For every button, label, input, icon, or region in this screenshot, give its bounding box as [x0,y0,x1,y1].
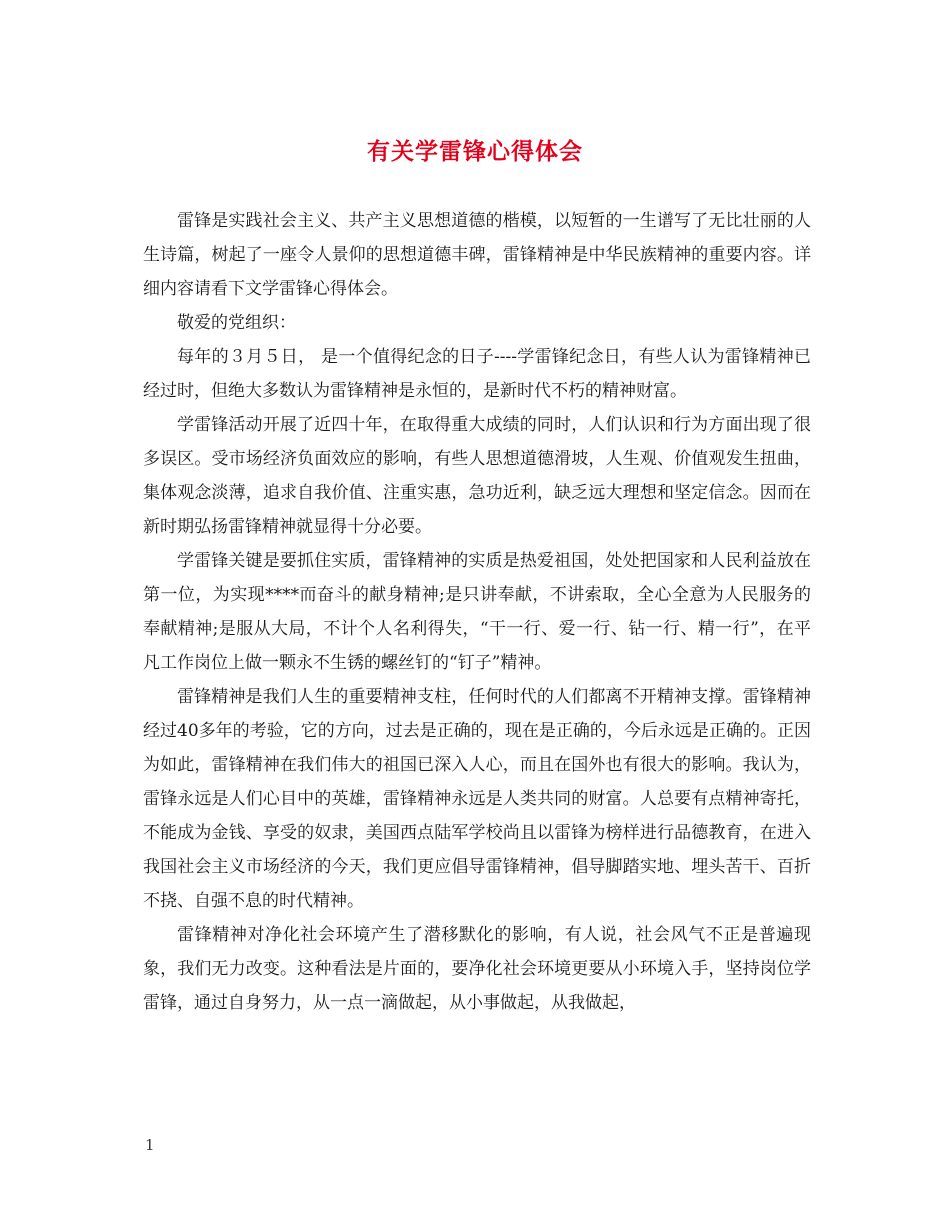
paragraph-salutation: 敬爱的党组织： [177,313,296,333]
document-title: 有关学雷锋心得体会 [367,138,583,165]
paragraph-social-environment: 雷锋精神对净化社会环境产生了潜移默化的影响，有人说，社会风气不正是普遍现 象，我们无力改变。这种看法是片面的，要净化社会环境更要从小环境入手，坚持岗位学雷锋，通过自身努力，从一点一滴做起，从小事做起，从我做起， [143,925,811,1013]
paragraph-activity-history: 学雷锋活动开展了近四十年，在取得重大成绩的同时，人们认识和行为方面出现了很多误区。受市场经济负面效应的影响，有些人思想道德滑坡，人生观、价值观发生扭曲，集体观念淡薄，追求自我价值、注重实惠，急功近利，缺乏远大理想和坚定信念。因而在新时期弘扬雷锋精神就显得十分必要。 [143,415,811,537]
paragraph-intro: 雷锋是实践社会主义、共产主义思想道德的楷模，以短暂的一生谱写了无比壮丽的人生诗篇，树起了一座令人景仰的思想道德丰碑，雷锋精神是中华民族精神的重要内容。详细内容请看下文学雷锋心得体会。 [143,211,811,299]
paragraph-essence: 学雷锋关键是要抓住实质，雷锋精神的实质是热爱祖国，处处把国家和人民利益放在第一位，为实现****而奋斗的献身精神;是只讲奉献，不讲索取，全心全意为人民服务的奉献精神;是服从大局，不计个人名利得失，“干一行、爱一行、钻一行、精一行”，在平凡工作岗位上做一颗永不生锈的螺丝钉的“钉子”精神。 [143,551,811,673]
document-body [143,204,811,1020]
page-number: 1 [145,1136,155,1154]
paragraph-memorial-day: 每年的３月５日， 是一个值得纪念的日子----学雷锋纪念日，有些人认为雷锋精神已经过时，但绝大多数认为雷锋精神是永恒的，是新时代不朽的精神财富。 [143,347,811,401]
paragraph-spiritual-pillar: 雷锋精神是我们人生的重要精神支柱，任何时代的人们都离不开精神支撑。雷锋精神经过40多年的考验，它的方向，过去是正确的，现在是正确的，今后永远是正确的。正因为如此，雷锋精神在我们伟大的祖国已深入人心，而且在国外也有很大的影响。我认为，雷锋永远是人们心目中的英雄，雷锋精神永远是人类共同的财富。人总要有点精神寄托，不能成为金钱、享受的奴隶，美国西点陆军学校尚且以雷锋为榜样进行品德教育，在进入我国社会主义市场经济的今天，我们更应倡导雷锋精神，倡导脚踏实地、埋头苦干、百折不挠、自强不息的时代精神。 [143,687,811,911]
